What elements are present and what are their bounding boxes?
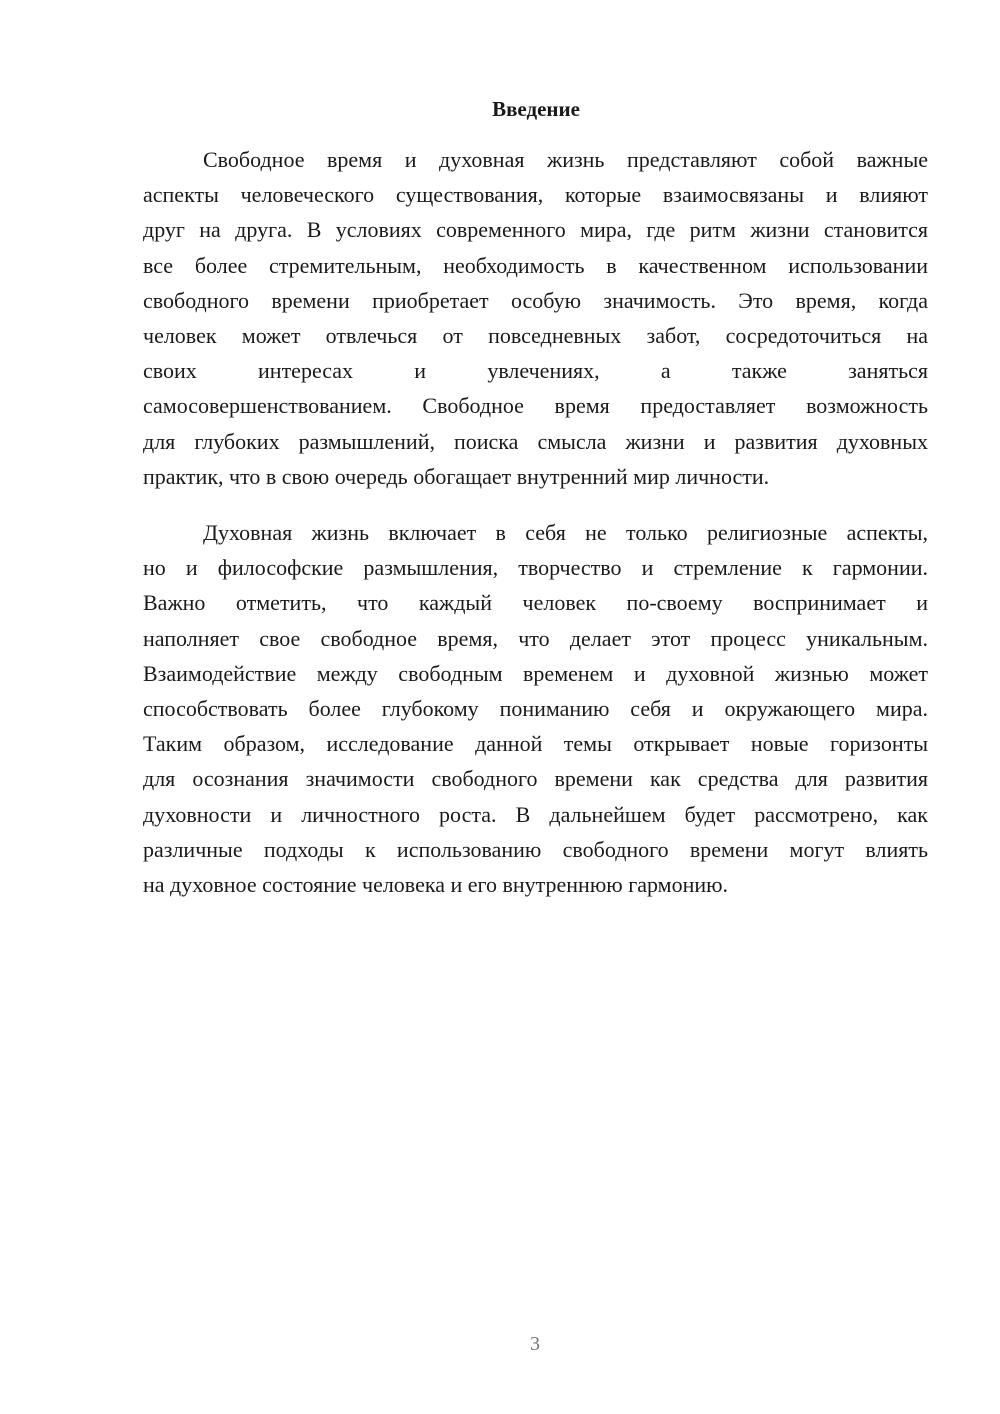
paragraph-1	[143, 142, 928, 494]
text-line: Таким образом, исследование данной темы открывает новые горизонты	[143, 731, 928, 757]
text-line: аспекты человеческого существования, которые взаимосвязаны и влияют	[143, 182, 928, 208]
text-line: практик, что в свою очередь обогащает внутренний мир личности.	[143, 463, 770, 489]
text-line: Свободное время и духовная жизнь представляют собой важные	[203, 147, 928, 172]
text-line: самосовершенствованием. Свободное время предоставляет возможность	[143, 393, 928, 419]
text-line: друг на друга. В условиях современного мира, где ритм жизни становится	[143, 217, 928, 243]
text-line: способствовать более глубокому пониманию себя и окружающего мира.	[143, 695, 928, 721]
text-line: но и философские размышления, творчество и стремление к гармонии.	[143, 555, 928, 581]
text-line: на духовное состояние человека и его внутреннюю гармонию.	[143, 871, 729, 897]
text-line: свободного времени приобретает особую значимость. Это время, когда	[143, 287, 928, 313]
text-line: Важно отметить, что каждый человек по-своему воспринимает и	[143, 590, 928, 616]
text-line: наполняет свое свободное время, что делает этот процесс уникальным.	[143, 625, 928, 651]
text-line: духовности и личностного роста. В дальнейшем будет рассмотрено, как	[143, 801, 928, 827]
paragraph-2	[143, 515, 928, 902]
text-line: все более стремительным, необходимость в качественном использовании	[143, 252, 928, 278]
text-line: различные подходы к использованию свободного времени могут влиять	[143, 836, 928, 862]
page-number: 3	[530, 1333, 540, 1355]
text-line: Духовная жизнь включает в себя не только религиозные аспекты,	[203, 520, 928, 545]
text-line: для глубоких размышлений, поиска смысла жизни и развития духовных	[143, 428, 928, 454]
text-line: своих интересах и увлечениях, а также заняться	[143, 358, 928, 384]
text-line: для осознания значимости свободного времени как средства для развития	[143, 766, 928, 792]
text-line: Взаимодействие между свободным временем и духовной жизнью может	[143, 660, 928, 686]
text-line: человек может отвлечься от повседневных забот, сосредоточиться на	[143, 322, 928, 348]
section-title: Введение	[492, 97, 580, 121]
